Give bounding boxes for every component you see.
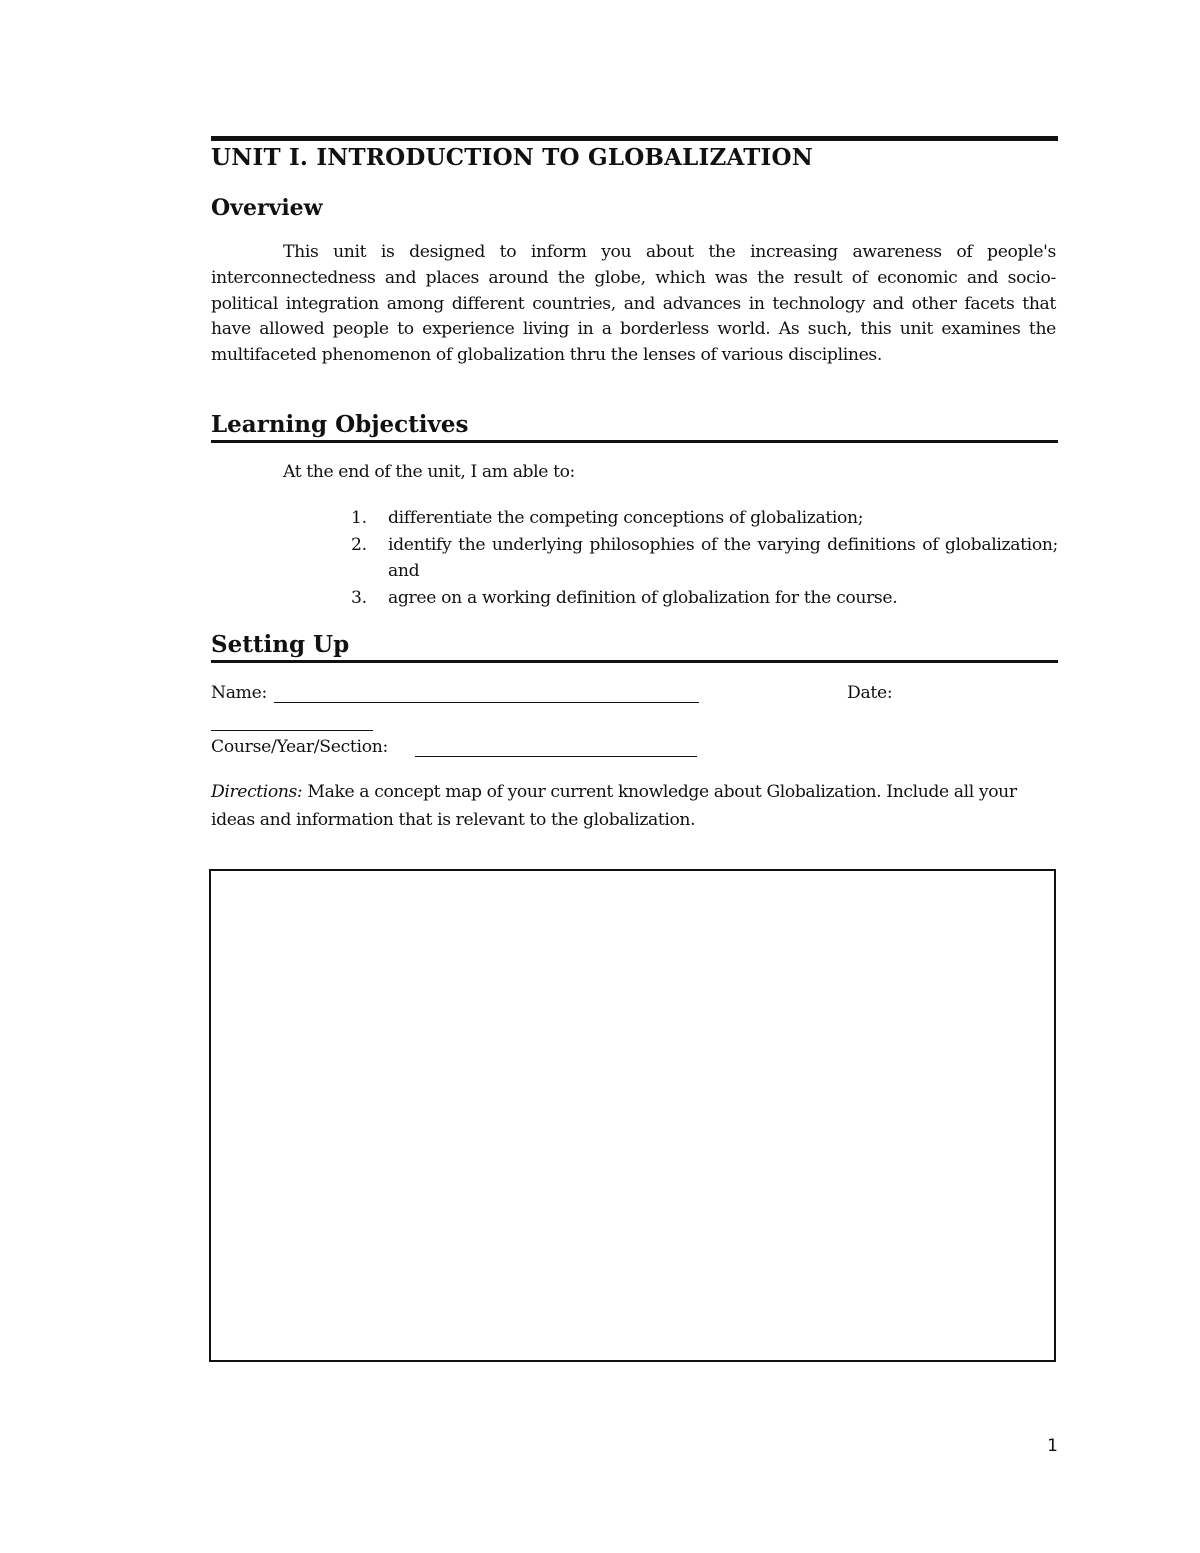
name-field[interactable] xyxy=(274,702,699,703)
learning-objectives-heading: Learning Objectives xyxy=(211,411,469,438)
directions-paragraph xyxy=(211,778,1058,834)
name-label: Name: xyxy=(211,683,268,703)
objective-text: identify the underlying philosophies of the varying definitions of globalization; and xyxy=(388,534,1058,581)
date-label: Date: xyxy=(847,683,893,703)
objective-number: 1. xyxy=(351,508,367,528)
setting-up-rule xyxy=(211,660,1058,663)
course-year-section-label: Course/Year/Section: xyxy=(211,737,389,757)
top-rule xyxy=(211,136,1058,141)
objectives-intro: At the end of the unit, I am able to: xyxy=(283,462,575,482)
objective-item xyxy=(351,585,1058,612)
objective-text: differentiate the competing conceptions of globalization; xyxy=(388,508,864,528)
unit-title: UNIT I. INTRODUCTION TO GLOBALIZATION xyxy=(211,144,813,171)
directions-label: Directions: xyxy=(211,782,303,802)
objective-number: 2. xyxy=(351,534,367,555)
course-year-section-field[interactable] xyxy=(415,756,697,757)
setting-up-heading: Setting Up xyxy=(211,631,350,658)
objective-number: 3. xyxy=(351,587,367,608)
objectives-list xyxy=(351,505,1058,611)
page-number: 1 xyxy=(1047,1436,1058,1456)
directions-text: Make a concept map of your current knowledge about Globalization. Include all your ideas and information that is relevant to the globalization. xyxy=(211,782,1017,830)
overview-paragraph: This unit is designed to inform you about the increasing awareness of people's interconnectedness and places around the globe, which was the result of economic and socio-political integration among different countries, and advances in technology and other facets that have allowed people to experience living in a borderless world. As such, this unit examines the multifaceted phenomenon of globalization thru the lenses of various disciplines. xyxy=(211,242,1056,366)
learning-objectives-rule xyxy=(211,440,1058,443)
concept-map-box[interactable] xyxy=(209,869,1056,1362)
objective-text: agree on a working definition of globalization for the course. xyxy=(388,587,898,608)
date-field[interactable] xyxy=(211,730,373,731)
objective-item xyxy=(351,505,1058,532)
objective-item xyxy=(351,532,1058,585)
overview-heading: Overview xyxy=(211,195,323,221)
document-page xyxy=(211,0,1058,1553)
